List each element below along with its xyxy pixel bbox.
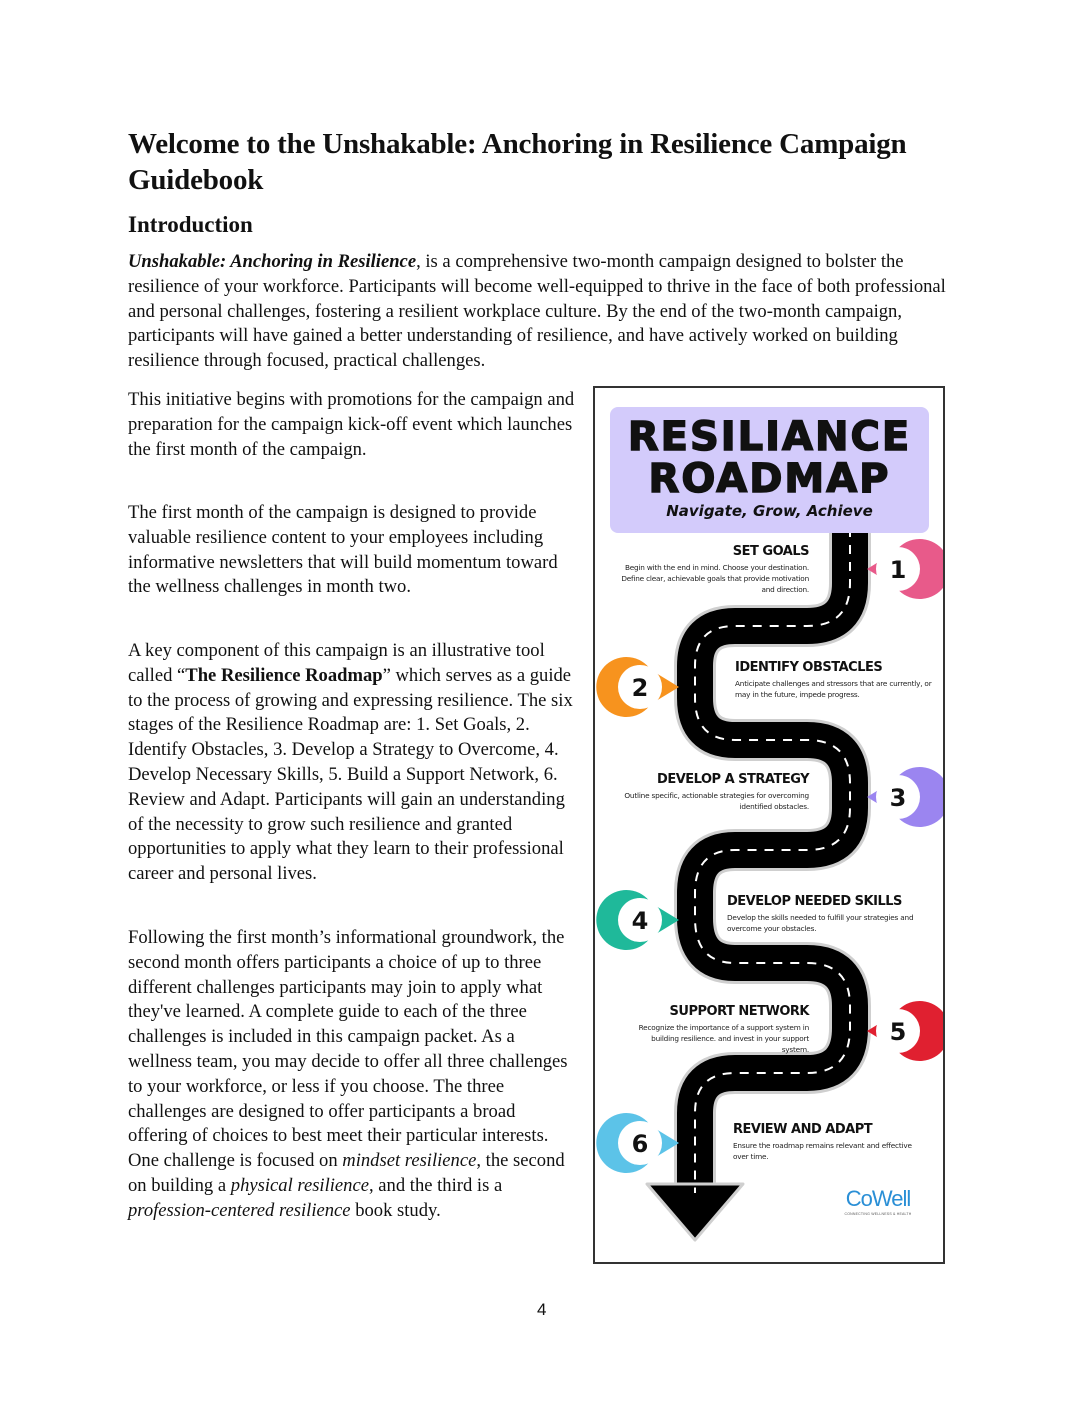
step-develop-skills: DEVELOP NEEDED SKILLS Develop the skills needed to fulfill your strategies and overcome your obstacles. [727,894,914,933]
resilience-roadmap-infographic [593,386,945,1264]
cowell-logo: CoWell CONNECTING WELLNESS & HEALTH [844,1186,912,1216]
section-heading-introduction: Introduction [128,212,253,237]
svg-text:3: 3 [889,784,907,812]
banner-subtitle: Navigate, Grow, Achieve [666,502,873,520]
svg-text:4: 4 [631,907,649,935]
intro-paragraph: Unshakable: Anchoring in Resilience, is a comprehensive two-month campaign designed to bolster the resilience of your workforce. Participants will become well-equipped to thrive in the face of both professional and personal challenges, fostering a resilient workplace culture. By the end of the two-month campaign, participants will have gained a better understanding of resilience, and have actively worked on building resilience through focused, practical challenges. [128,251,946,372]
svg-text:2: 2 [631,674,649,702]
campaign-name: Unshakable: Anchoring in Resilience [128,251,417,272]
step-4-marker-icon [596,890,679,950]
paragraph-first-month: The first month of the campaign is designed to provide valuable resilience content to your employees including informative newsletters that will build momentum toward the wellness challenges in month two. [128,502,558,598]
paragraph-second-month: Following the first month’s informational groundwork, the second month offers participants a choice of up to three different challenges participants may join to apply what they've learned. A complete guide to each of the three challenges is included in this campaign packet. As a wellness team, you may decide to offer all three challenges to your workforce, or less if you choose. The three challenges are designed to offer participants a broad offering of choices to best meet their particular interests. One challenge is focused on mindset resilience, the second on building a physical resilience, and the third is a profession-centered resilience book study. [128,927,568,1221]
svg-text:6: 6 [631,1130,649,1158]
step-5-marker-icon [867,1001,945,1061]
step-develop-strategy: DEVELOP A STRATEGY Outline specific, actionable strategies for overcoming identified obstacles. [624,772,809,811]
roadmap-banner [610,407,929,533]
step-support-network: SUPPORT NETWORK Recognize the importance of a support system in building resilience. and invest in your support system. [638,1004,809,1054]
step-6-marker-icon [596,1113,679,1173]
svg-text:1: 1 [889,556,907,584]
page-number: 4 [537,1300,547,1319]
step-1-marker-icon [867,539,945,599]
banner-title-line2: ROADMAP [648,456,891,502]
step-review-adapt: REVIEW AND ADAPT Ensure the roadmap remains relevant and effective over time. [733,1122,912,1161]
svg-text:5: 5 [889,1018,907,1046]
paragraph-promotions: This initiative begins with promotions for the campaign and preparation for the campaign kick-off event which launches the first month of the campaign. [128,389,575,460]
paragraph-roadmap-tool: A key component of this campaign is an illustrative tool called “The Resilience Roadmap” which serves as a guide to the process of growing and expressing resilience. The six stages of the Resilience Roadmap are: 1. Set Goals, 2. Identify Obstacles, 3. Develop a Strategy to Overcome, 4. Develop Necessary Skills, 5. Build a Support Network, 6. Review and Adapt. Participants will gain an understanding of the necessity to grow such resilience and granted opportunities to apply what they learn to their professional career and personal lives. [128,640,573,885]
page-title: Welcome to the Unshakable: Anchoring in Resilience Campaign Guidebook [128,128,907,196]
roadmap-name: The Resilience Roadmap [185,664,383,686]
banner-title-line1: RESILIANCE [627,414,912,460]
step-set-goals: SET GOALS Begin with the end in mind. Choose your destination. Define clear, achievable goals that provide motivation and direction. [621,544,809,594]
step-3-marker-icon [867,767,945,827]
step-identify-obstacles: IDENTIFY OBSTACLES Anticipate challenges and stressors that are currently, or may in the future, impede progress. [735,660,932,699]
step-2-marker-icon [596,657,679,717]
